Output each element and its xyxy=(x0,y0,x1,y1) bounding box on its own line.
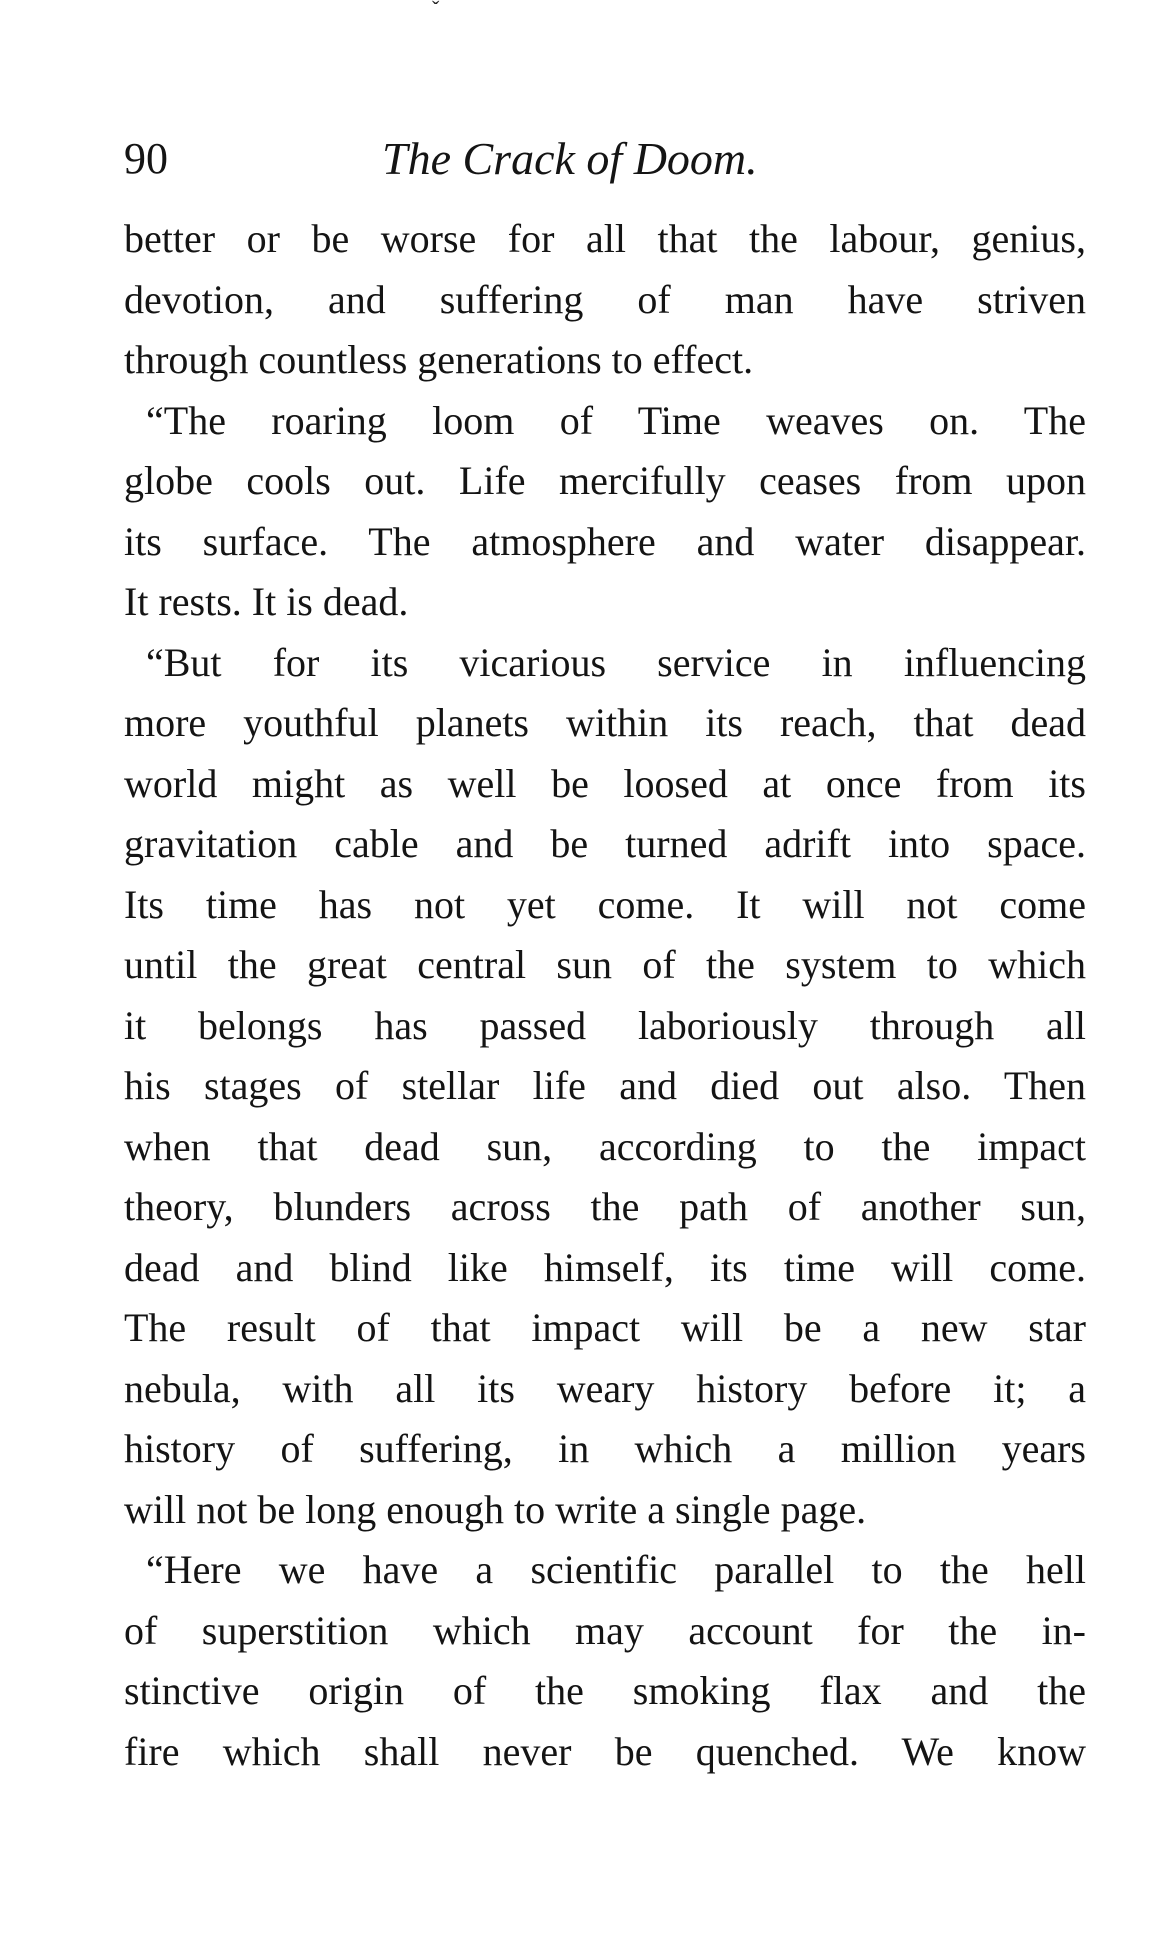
text-line: gravitation cable and be turned adrift into space. xyxy=(124,821,1086,866)
text-line: “The roaring loom of Time weaves on. The xyxy=(146,397,1086,443)
text-line: when that dead sun, according to the impact xyxy=(124,1123,1086,1169)
text-line: more youthful planets within its reach, that dead xyxy=(124,700,1086,745)
text-line: It rests. It is dead. xyxy=(124,579,409,624)
text-line: Its time has not yet come. It will not come xyxy=(124,881,1086,927)
text-line: of superstition which may account for the in- xyxy=(124,1607,1086,1653)
text-line: it belongs has passed laboriously through all xyxy=(124,1002,1086,1048)
running-title: The Crack of Doom. xyxy=(382,133,758,184)
body-text xyxy=(124,209,1086,1782)
text-line: until the great central sun of the system to which xyxy=(124,942,1086,987)
text-line: “Here we have a scientific parallel to the hell xyxy=(146,1547,1086,1592)
text-line: devotion, and suffering of man have striven xyxy=(124,276,1086,322)
text-line: fire which shall never be quenched. We know xyxy=(124,1728,1086,1774)
text-line: globe cools out. Life mercifully ceases from upon xyxy=(124,458,1086,503)
text-line: dead and blind like himself, its time will come. xyxy=(124,1244,1086,1290)
page-header xyxy=(124,131,1084,187)
text-line: nebula, with all its weary history before it; a xyxy=(124,1365,1086,1411)
text-line: theory, blunders across the path of another sun, xyxy=(124,1184,1086,1229)
page-number: 90 xyxy=(124,134,168,183)
text-line: will not be long enough to write a single page. xyxy=(124,1486,867,1532)
text-line: world might as well be loosed at once from its xyxy=(124,760,1086,806)
text-line: his stages of stellar life and died out also. Then xyxy=(124,1063,1086,1108)
top-mark: ˇ xyxy=(432,0,440,21)
text-line: its surface. The atmosphere and water disappear. xyxy=(124,518,1086,564)
text-line: The result of that impact will be a new star xyxy=(124,1305,1086,1350)
text-line: through countless generations to effect. xyxy=(124,337,754,382)
text-line: history of suffering, in which a million years xyxy=(124,1426,1086,1471)
text-line: “But for its vicarious service in influencing xyxy=(146,639,1086,685)
text-line: better or be worse for all that the labour, genius, xyxy=(124,216,1086,261)
text-line: stinctive origin of the smoking flax and the xyxy=(124,1668,1086,1713)
